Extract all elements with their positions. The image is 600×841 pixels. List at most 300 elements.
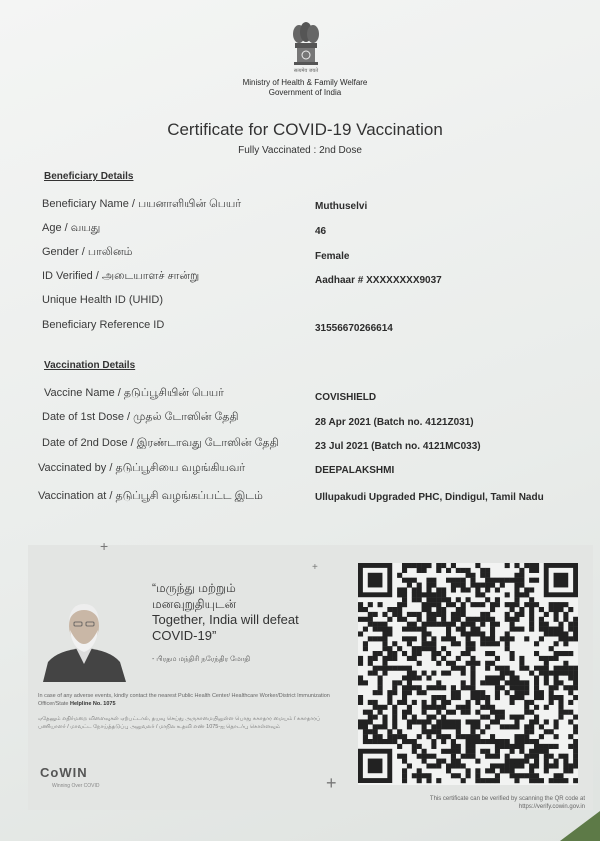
qr-module [500, 768, 505, 773]
qr-module [519, 656, 524, 661]
qr-module [529, 587, 534, 592]
qr-module [456, 617, 461, 622]
qr-module [534, 744, 539, 749]
qr-module [378, 627, 383, 632]
qr-module [549, 744, 554, 749]
qr-module [519, 568, 524, 573]
qr-module [495, 695, 500, 700]
qr-module [417, 592, 422, 597]
qr-module [549, 700, 554, 705]
qr-module [373, 651, 378, 656]
qr-module [461, 627, 466, 632]
qr-module [563, 685, 568, 690]
qr-module [431, 685, 436, 690]
qr-module [412, 627, 417, 632]
qr-module [514, 675, 519, 680]
qr-module [544, 627, 549, 632]
cowin-tagline: Winning Over COVID [52, 783, 100, 789]
qr-module [485, 768, 490, 773]
qr-module [500, 710, 505, 715]
qr-module [568, 627, 573, 632]
helpline-notice [38, 692, 348, 708]
qr-module [466, 744, 471, 749]
qr-module [417, 617, 422, 622]
qr-module [534, 641, 539, 646]
qr-module [505, 759, 510, 764]
qr-module [446, 661, 451, 666]
qr-module [485, 724, 490, 729]
qr-module [534, 666, 539, 671]
qr-module [417, 563, 422, 568]
qr-module [397, 754, 402, 759]
qr-module [524, 710, 529, 715]
qr-module [402, 734, 407, 739]
first-dose-label: Date of 1st Dose / முதல் டோஸின் தேதி [42, 411, 239, 423]
qr-module [456, 583, 461, 588]
qr-module [505, 617, 510, 622]
qr-module [510, 744, 515, 749]
qr-module [495, 739, 500, 744]
qr-module [505, 636, 510, 641]
qr-module [397, 607, 402, 612]
qr-module [358, 607, 363, 612]
qr-module [402, 739, 407, 744]
qr-module [510, 617, 515, 622]
qr-module [397, 729, 402, 734]
qr-module [573, 627, 578, 632]
qr-module [563, 666, 568, 671]
qr-module [568, 719, 573, 724]
qr-module [436, 705, 441, 710]
qr-module [568, 690, 573, 695]
qr-module [407, 583, 412, 588]
qr-module [485, 739, 490, 744]
qr-module [485, 612, 490, 617]
qr-module [431, 636, 436, 641]
qr-module [568, 700, 573, 705]
qr-module [378, 724, 383, 729]
qr-module [544, 763, 549, 768]
qr-module [387, 651, 392, 656]
qr-module [426, 612, 431, 617]
qr-module [426, 778, 431, 783]
qr-module [431, 641, 436, 646]
qr-module [510, 636, 515, 641]
qr-module [466, 719, 471, 724]
qr-module [407, 612, 412, 617]
qr-module [558, 666, 563, 671]
qr-module [495, 597, 500, 602]
qr-module [412, 646, 417, 651]
qr-module [441, 719, 446, 724]
qr-module [568, 710, 573, 715]
qr-module [426, 705, 431, 710]
qr-module [392, 607, 397, 612]
qr-module [568, 763, 573, 768]
qr-module [563, 636, 568, 641]
qr-module [412, 578, 417, 583]
qr-module [461, 671, 466, 676]
qr-module [378, 739, 383, 744]
qr-module [417, 685, 422, 690]
qr-module [402, 715, 407, 720]
qr-module [431, 724, 436, 729]
qr-module [436, 734, 441, 739]
qr-module [514, 715, 519, 720]
qr-module [451, 763, 456, 768]
qr-module [373, 656, 378, 661]
qr-module [529, 627, 534, 632]
qr-module [490, 622, 495, 627]
qr-module [441, 671, 446, 676]
qr-module [470, 690, 475, 695]
qr-module [368, 671, 373, 676]
qr-module [461, 754, 466, 759]
qr-module [514, 739, 519, 744]
qr-module [470, 646, 475, 651]
qr-module [480, 612, 485, 617]
qr-module [431, 705, 436, 710]
qr-module [558, 710, 563, 715]
qr-module [490, 763, 495, 768]
qr-module [514, 724, 519, 729]
qr-module [558, 695, 563, 700]
qr-module [485, 680, 490, 685]
qr-module [441, 587, 446, 592]
qr-module [446, 631, 451, 636]
qr-module [412, 587, 417, 592]
qr-module [456, 724, 461, 729]
qr-module [514, 719, 519, 724]
qr-module [441, 617, 446, 622]
qr-module [549, 754, 554, 759]
qr-module [441, 700, 446, 705]
qr-module [470, 724, 475, 729]
qr-module [505, 666, 510, 671]
qr-module [500, 763, 505, 768]
qr-module [456, 578, 461, 583]
qr-module [426, 719, 431, 724]
qr-module [534, 763, 539, 768]
qr-module [510, 695, 515, 700]
qr-module [485, 578, 490, 583]
qr-module [466, 739, 471, 744]
qr-module [480, 695, 485, 700]
qr-module [558, 705, 563, 710]
qr-module [436, 763, 441, 768]
qr-module [529, 700, 534, 705]
qr-module [451, 641, 456, 646]
qr-module [412, 636, 417, 641]
qr-module [431, 622, 436, 627]
qr-module [412, 739, 417, 744]
qr-module [519, 680, 524, 685]
qr-module [417, 568, 422, 573]
qr-module [549, 778, 554, 783]
qr-module [480, 705, 485, 710]
qr-module [558, 622, 563, 627]
qr-module [524, 724, 529, 729]
qr-module [417, 612, 422, 617]
qr-module [466, 705, 471, 710]
qr-module [451, 685, 456, 690]
qr-module [412, 563, 417, 568]
qr-module [568, 651, 573, 656]
qr-module [505, 602, 510, 607]
qr-module [495, 715, 500, 720]
qr-module [519, 607, 524, 612]
qr-module [554, 627, 559, 632]
qr-module [495, 749, 500, 754]
qr-module [568, 734, 573, 739]
second-dose-label: Date of 2nd Dose / இரண்டாவது டோஸின் தேதி [42, 437, 279, 449]
qr-module [470, 631, 475, 636]
qr-module [495, 666, 500, 671]
qr-module [422, 641, 427, 646]
qr-module [529, 749, 534, 754]
qr-module [412, 651, 417, 656]
qr-module [446, 768, 451, 773]
crop-mark-icon: + [326, 773, 337, 793]
qr-module [558, 700, 563, 705]
qr-module [436, 602, 441, 607]
qr-module [475, 739, 480, 744]
qr-module [466, 768, 471, 773]
qr-module [534, 675, 539, 680]
qr-module [500, 685, 505, 690]
qr-module [563, 768, 568, 773]
qr-module [431, 744, 436, 749]
qr-module [505, 612, 510, 617]
qr-module [461, 612, 466, 617]
qr-module [436, 597, 441, 602]
qr-module [529, 773, 534, 778]
qr-module [549, 627, 554, 632]
qr-module [480, 739, 485, 744]
qr-module [412, 671, 417, 676]
qr-module [544, 675, 549, 680]
qr-module [558, 680, 563, 685]
qr-module [382, 656, 387, 661]
qr-module [470, 680, 475, 685]
qr-module [456, 763, 461, 768]
qr-module [412, 715, 417, 720]
qr-module [529, 739, 534, 744]
qr-module [456, 666, 461, 671]
qr-module [387, 607, 392, 612]
qr-module [417, 754, 422, 759]
qr-module [573, 680, 578, 685]
age-label: Age / வயது [42, 222, 101, 234]
qr-module [426, 563, 431, 568]
qr-module [373, 734, 378, 739]
qr-module [431, 612, 436, 617]
qr-module [407, 685, 412, 690]
qr-module [485, 675, 490, 680]
second-dose-value: 23 Jul 2021 (Batch no. 4121MC033) [315, 441, 481, 452]
qr-module [490, 578, 495, 583]
qr-module [485, 754, 490, 759]
qr-module [524, 739, 529, 744]
qr-module [539, 607, 544, 612]
qr-module [485, 583, 490, 588]
qr-module [378, 685, 383, 690]
qr-module [407, 636, 412, 641]
qr-module [549, 671, 554, 676]
qr-module [558, 651, 563, 656]
qr-module [392, 612, 397, 617]
qr-module [466, 661, 471, 666]
qr-module [426, 578, 431, 583]
qr-module [495, 710, 500, 715]
qr-module [470, 671, 475, 676]
qr-module [451, 695, 456, 700]
qr-module [534, 695, 539, 700]
qr-module [568, 636, 573, 641]
qr-module [529, 763, 534, 768]
qr-module [382, 705, 387, 710]
qr-module [470, 675, 475, 680]
qr-module [378, 734, 383, 739]
qr-module [466, 573, 471, 578]
qr-module [539, 636, 544, 641]
qr-module [514, 612, 519, 617]
qr-module [524, 680, 529, 685]
qr-module [475, 710, 480, 715]
qr-module [524, 602, 529, 607]
qr-module [514, 617, 519, 622]
qr-module [500, 724, 505, 729]
qr-module [568, 744, 573, 749]
qr-module [544, 719, 549, 724]
qr-module [407, 627, 412, 632]
qr-module [451, 583, 456, 588]
qr-module [524, 729, 529, 734]
qr-module [466, 773, 471, 778]
qr-module [524, 754, 529, 759]
qr-module [392, 666, 397, 671]
qr-module [490, 754, 495, 759]
qr-module [387, 617, 392, 622]
qr-module [456, 734, 461, 739]
qr-module [466, 749, 471, 754]
qr-module [544, 729, 549, 734]
qr-finder-pattern [368, 759, 383, 774]
qr-module [514, 592, 519, 597]
qr-module [534, 754, 539, 759]
qr-module [397, 646, 402, 651]
qr-module [544, 666, 549, 671]
qr-module [412, 675, 417, 680]
qr-module [446, 719, 451, 724]
qr-module [378, 651, 383, 656]
qr-module [417, 744, 422, 749]
qr-module [466, 685, 471, 690]
vaccinated-by-value: DEEPALAKSHMI [315, 465, 395, 476]
qr-module [407, 671, 412, 676]
qr-module [495, 641, 500, 646]
qr-module [417, 675, 422, 680]
qr-module [387, 695, 392, 700]
qr-module [363, 724, 368, 729]
qr-module [358, 675, 363, 680]
qr-module [554, 724, 559, 729]
age-value: 46 [315, 226, 327, 237]
qr-module [451, 724, 456, 729]
qr-module [387, 739, 392, 744]
qr-module [524, 773, 529, 778]
qr-module [466, 568, 471, 573]
qr-module [519, 734, 524, 739]
qr-module [441, 739, 446, 744]
qr-module [485, 651, 490, 656]
qr-module [475, 724, 480, 729]
qr-module [475, 700, 480, 705]
qr-module [426, 587, 431, 592]
qr-module [363, 607, 368, 612]
qr-module [485, 715, 490, 720]
qr-module [485, 568, 490, 573]
qr-module [549, 646, 554, 651]
qr-module [519, 749, 524, 754]
qr-module [539, 778, 544, 783]
qr-module [426, 631, 431, 636]
qr-module [382, 715, 387, 720]
qr-module [495, 656, 500, 661]
qr-module [514, 778, 519, 783]
qr-module [373, 612, 378, 617]
qr-module [514, 690, 519, 695]
qr-module [505, 631, 510, 636]
qr-module [524, 700, 529, 705]
qr-module [451, 622, 456, 627]
qr-module [534, 563, 539, 568]
qr-module [505, 739, 510, 744]
qr-module [373, 705, 378, 710]
qr-module [534, 705, 539, 710]
reference-id-value: 31556670266614 [315, 323, 393, 334]
qr-module [402, 675, 407, 680]
qr-module [544, 768, 549, 773]
qr-module [519, 592, 524, 597]
qr-module [431, 754, 436, 759]
cowin-logo: CoWIN [40, 765, 88, 780]
qr-module [392, 680, 397, 685]
qr-module [475, 690, 480, 695]
vaccination-at-value: Ullupakudi Upgraded PHC, Dindigul, Tamil Nadu [315, 492, 544, 503]
qr-module [407, 656, 412, 661]
crop-mark-icon: + [100, 538, 109, 554]
qr-module [480, 617, 485, 622]
qr-module [397, 587, 402, 592]
qr-module [426, 602, 431, 607]
qr-module [490, 607, 495, 612]
qr-module [363, 680, 368, 685]
qr-module [539, 627, 544, 632]
qr-module [412, 612, 417, 617]
qr-module [431, 592, 436, 597]
qr-module [510, 700, 515, 705]
qr-module [451, 739, 456, 744]
qr-module [485, 778, 490, 783]
qr-module [422, 724, 427, 729]
qr-module [397, 602, 402, 607]
qr-module [500, 666, 505, 671]
qr-module [378, 690, 383, 695]
qr-module [382, 636, 387, 641]
qr-module [480, 568, 485, 573]
qr-module [514, 773, 519, 778]
